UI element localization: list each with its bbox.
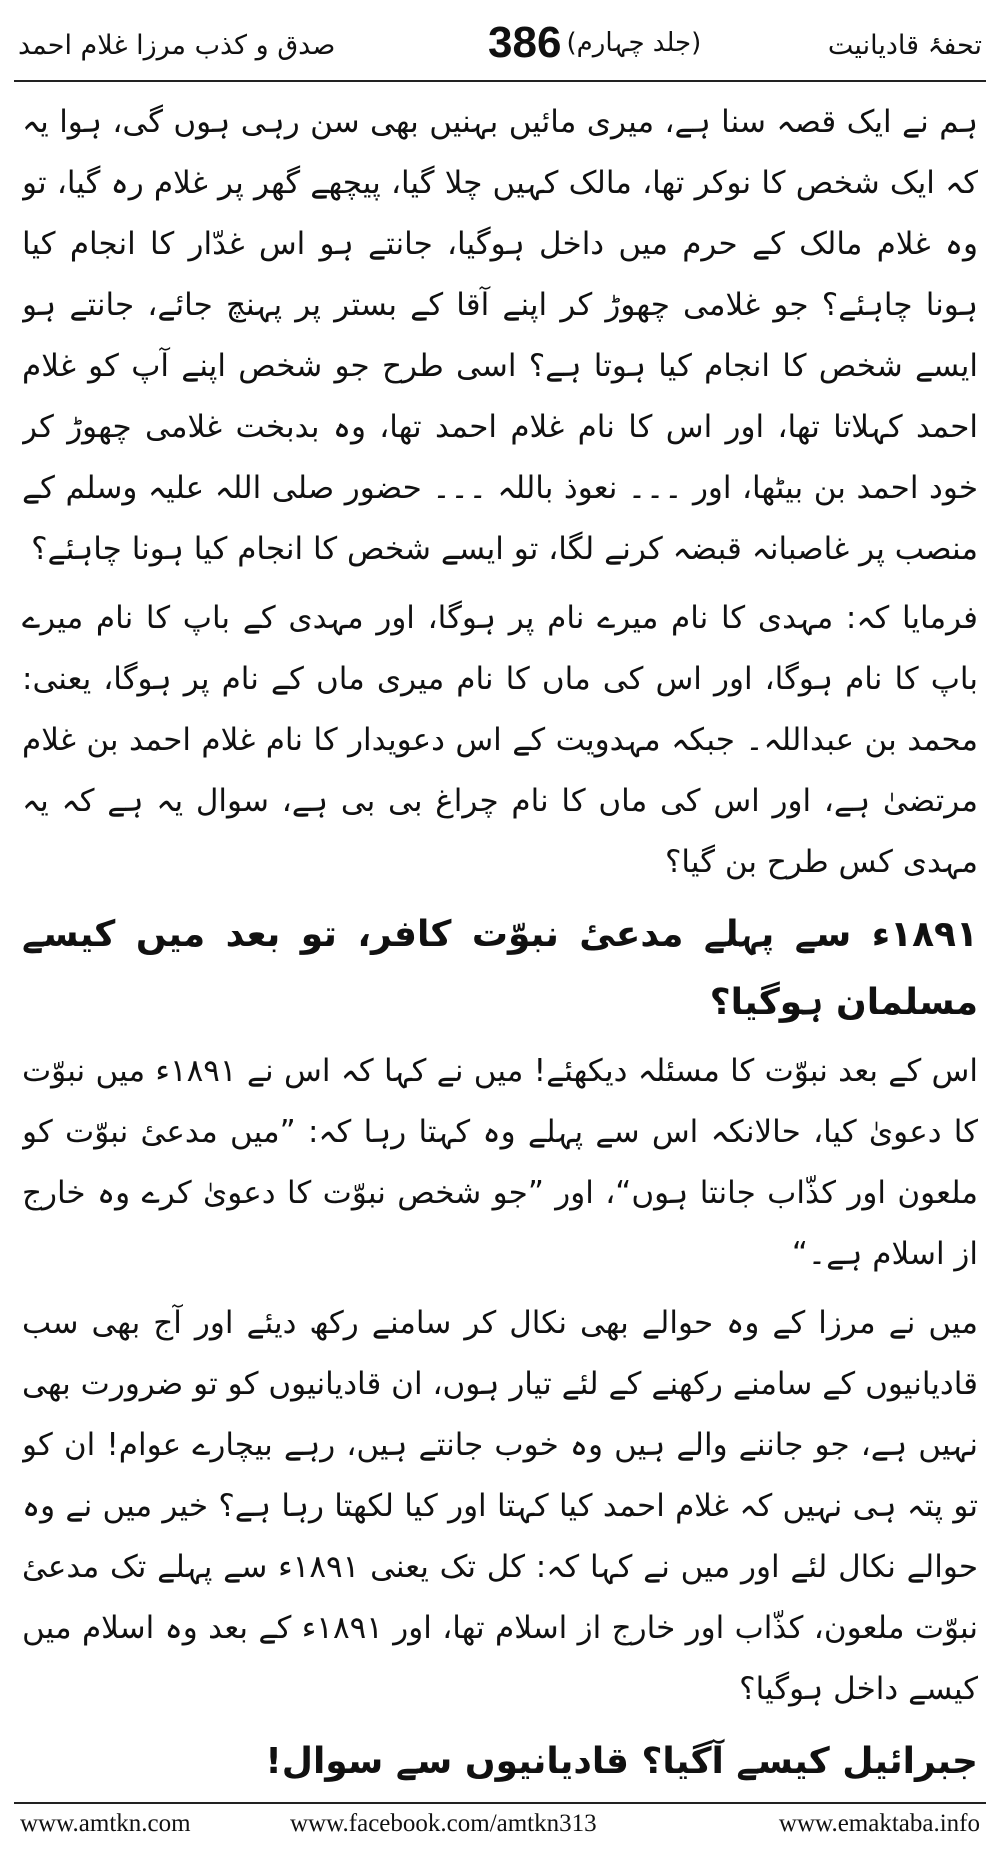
volume-label: (جلد چہارم) — [566, 28, 702, 58]
section-heading-1891: ۱۸۹۱ء سے پہلے مدعیٔ نبوّت کافر، تو بعد میں کیسے مسلمان ہوگیا؟ — [22, 914, 978, 1023]
paragraph-servant-story: ہم نے ایک قصہ سنا ہے، میری مائیں بہنیں بھی سن رہی ہوں گی، ہوا یہ کہ ایک شخص کا نوکر تھا، مالک کہیں چلا گیا، پیچھے گھر پر غلام رہ گیا، تو وہ غلام مالک کے حرم میں داخل ہوگیا، جانتے ہو اس غدّار کا انجام کیا ہونا چاہئے؟ جو غلامی چھوڑ کر اپنے آقا کے بستر پر پہنچ جائے، جانتے ہو ایسے شخص کا انجام کیا ہوتا ہے؟ اسی طرح جو شخص اپنے آپ کو غلام احمد کہلاتا تھا، اور اس کا نام غلام احمد تھا، وہ بدبخت غلامی چھوڑ کر خود احمد بن بیٹھا، اور ۔۔۔ نعوذ باللہ ۔۔۔ حضور صلی اللہ علیہ وسلم کے منصب پر غاصبانہ قبضہ کرنے لگا، تو ایسے شخص کا انجام کیا ہونا چاہئے؟ — [22, 104, 978, 567]
header-divider — [14, 80, 986, 82]
paragraph-mahdi-name: فرمایا کہ: مہدی کا نام میرے نام پر ہوگا، اور مہدی کے باپ کا نام میرے باپ کا نام ہوگا، اور اس کی ماں کا نام میری ماں کے نام پر ہوگا، یعنی: محمد بن عبداللہ۔ جبکہ مہدویت کے اس دعویدار کا نام غلام احمد بن غلام مرتضیٰ ہے، اور اس کی ماں کا نام چراغ بی بی ہے، سوال یہ ہے کہ یہ مہدی کس طرح بن گیا؟ — [22, 600, 978, 880]
page-number-block — [458, 18, 701, 68]
book-title: تحفۂ قادیانیت — [827, 30, 982, 61]
footer-link-emaktaba[interactable]: www.emaktaba.info — [778, 1810, 980, 1837]
paragraph-prophethood-claim: اس کے بعد نبوّت کا مسئلہ دیکھئے! میں نے کہا کہ اس نے ۱۸۹۱ء میں نبوّت کا دعویٰ کیا، حالانکہ اس سے پہلے وہ کہتا رہا کہ: ”میں مدعیٔ نبوّت کو ملعون اور کذّاب جانتا ہوں“، اور ”جو شخص نبوّت کا دعویٰ کرے وہ خارج از اسلام ہے۔“ — [22, 1053, 978, 1272]
footer-link-amtkn[interactable]: www.amtkn.com — [20, 1810, 191, 1837]
section-heading-jibreel: جبرائیل کیسے آگیا؟ قادیانیوں سے سوال! — [265, 1741, 978, 1782]
page-footer — [20, 1808, 980, 1844]
footer-divider — [14, 1802, 986, 1804]
page-number: 386 — [488, 18, 562, 67]
footer-link-facebook[interactable]: www.facebook.com/amtkn313 — [290, 1810, 597, 1837]
page-header — [18, 18, 982, 74]
chapter-title: صدق و کذب مرزا غلام احمد — [18, 30, 336, 61]
paragraph-references: میں نے مرزا کے وہ حوالے بھی نکال کر سامنے رکھ دیئے اور آج بھی سب قادیانیوں کے سامنے رکھنے کے لئے تیار ہوں، ان قادیانیوں کو تو ضرورت بھی نہیں ہے، جو جاننے والے ہیں وہ خوب جانتے ہیں، رہے بیچارے عوام! ان کو تو پتہ ہی نہیں کہ غلام احمد کیا کہتا اور کیا لکھتا رہا ہے؟ خیر میں نے وہ حوالے نکال لئے اور میں نے کہا کہ: کل تک یعنی ۱۸۹۱ء سے پہلے تک مدعیٔ نبوّت ملعون، کذّاب اور خارج از اسلام تھا، اور ۱۸۹۱ء کے بعد وہ اسلام میں کیسے داخل ہوگیا؟ — [22, 1305, 978, 1707]
page-body — [22, 92, 978, 1797]
